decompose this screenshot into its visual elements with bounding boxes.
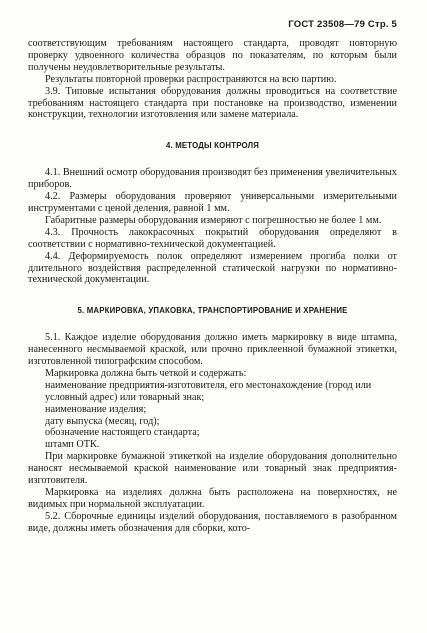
paragraph: Маркировка должна быть четкой и содержать: bbox=[45, 367, 247, 379]
paragraph: Результаты повторной проверки распространяются на всю партию. bbox=[45, 73, 337, 85]
paragraph: соответствующим требованиям настоящего стандарта, проводят повторную проверку удвоенного количества образцов по показателям, по которым были получены неудовлетворительные результаты. bbox=[28, 38, 397, 73]
list-item: обозначение настоящего стандарта; bbox=[45, 427, 200, 439]
page-header: ГОСТ 23508—79 Стр. 5 bbox=[288, 19, 397, 30]
paragraph: Маркировка на изделиях должна быть расположена на поверхностях, не видимых при нормальной эксплуатации. bbox=[28, 487, 397, 510]
paragraph: 4.1. Внешний осмотр оборудования производят без применения увеличительных приборов. bbox=[28, 167, 397, 191]
list-item: наименование изделия; bbox=[45, 403, 147, 415]
paragraph: 4.2. Размеры оборудования проверяют универсальными измерительными инструментами с ценой деления, равной 1 мм. bbox=[28, 191, 397, 214]
list-item: штамп ОТК. bbox=[45, 439, 100, 451]
document-body bbox=[28, 38, 397, 535]
section-heading-4: 4. МЕТОДЫ КОНТРОЛЯ bbox=[165, 141, 260, 151]
list-item: дату выпуска (месяц, год); bbox=[45, 415, 160, 427]
paragraph: 4.3. Прочность лакокрасочных покрытий оборудования определяют в соответствии с нормативно-технической документацией. bbox=[28, 226, 397, 250]
paragraph: 4.4. Деформируемость полок определяют измерением прогиба полки от длительного воздействия распределенной статической нагрузки по нормативно-технической документации. bbox=[28, 250, 397, 286]
paragraph: 5.2. Сборочные единицы изделий оборудования, поставляемого в разобранном виде, должны иметь обозначения для сборки, кото- bbox=[28, 510, 397, 534]
section-heading-5: 5. МАРКИРОВКА, УПАКОВКА, ТРАНСПОРТИРОВАНИЕ И ХРАНЕНИЕ bbox=[77, 306, 348, 316]
paragraph: 3.9. Типовые испытания оборудования должны проводиться на соответствие требованиям настоящего стандарта при постановке на производство, изменении конструкции, технологии изготовления или замене материала. bbox=[28, 85, 397, 121]
paragraph: Габаритные размеры оборудования измеряют с погрешностью не более 1 мм. bbox=[45, 214, 382, 226]
list-item: наименование предприятия-изготовителя, его местонахождение (город или условный адрес) или товарный знак; bbox=[45, 379, 372, 403]
paragraph: 5.1. Каждое изделие оборудования должно иметь маркировку в виде штампа, нанесенного несмываемой краской, или прочно приклеенной бумажной этикетки, изготовленной типографским способом. bbox=[28, 332, 397, 368]
paragraph: При маркировке бумажной этикеткой на изделие оборудования дополнительно наносят несмываемой краской наименование или товарный знак предприятия-изготовителя. bbox=[28, 451, 397, 487]
